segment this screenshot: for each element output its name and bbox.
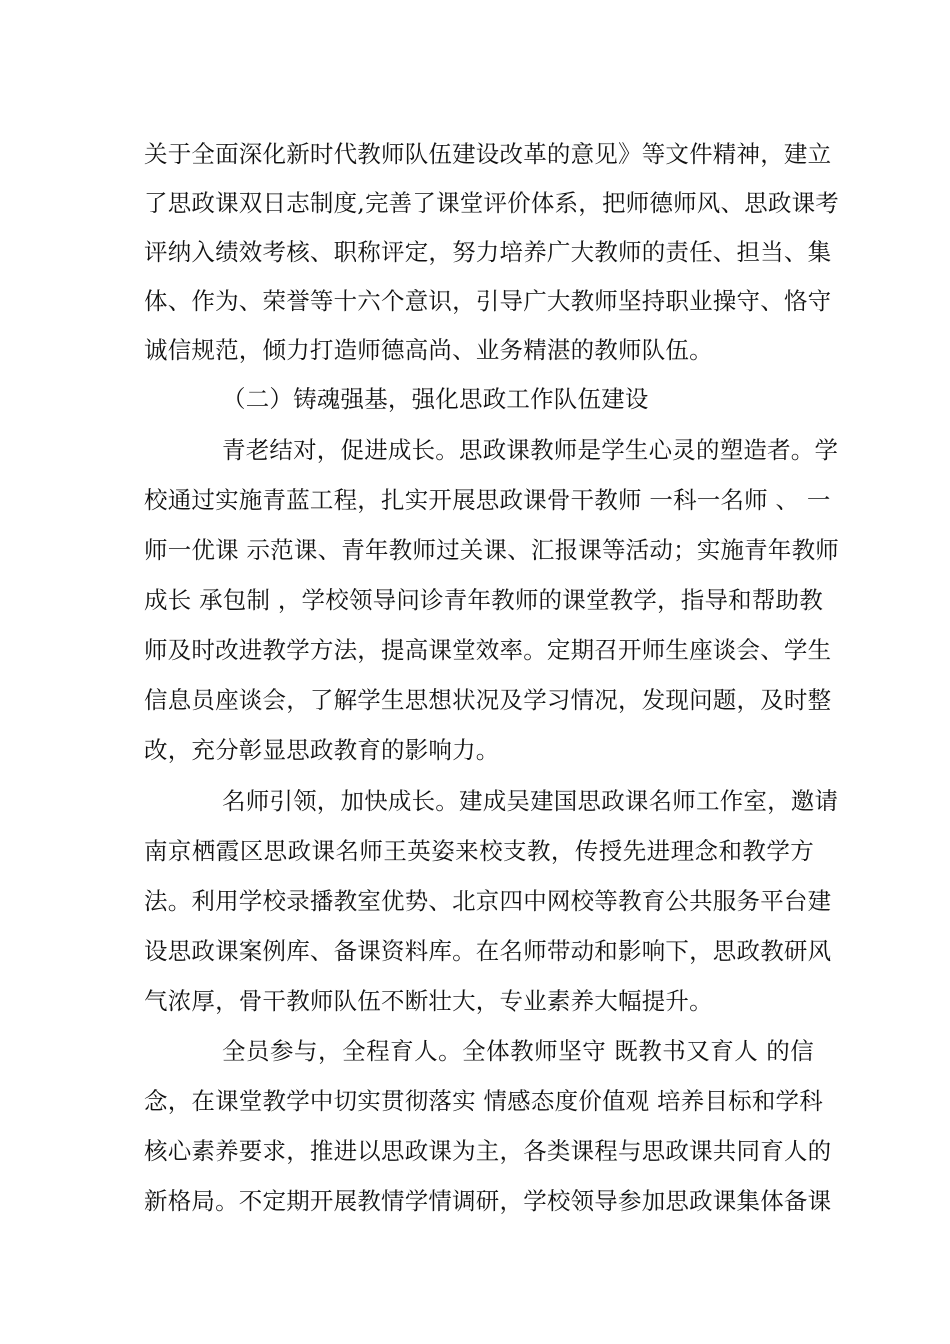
paragraph-4-line-4: 新格局。不定期开展教情学情调研，学校领导参加思政课集体备课 xyxy=(144,1187,832,1215)
paragraph-3-line-2: 南京栖霞区思政课名师王英姿来校支教，传授先进理念和教学方 xyxy=(144,837,814,865)
paragraph-4-line-3: 核心素养要求，推进以思政课为主，各类课程与思政课共同育人的 xyxy=(144,1137,832,1165)
paragraph-4-line-2: 念，在课堂教学中切实贯彻落实 情感态度价值观 培养目标和学科 xyxy=(144,1087,823,1115)
paragraph-4-line-1: 全员参与，全程育人。全体教师坚守 既教书又育人 的信 xyxy=(222,1037,814,1065)
paragraph-1-line-1: 关于全面深化新时代教师队伍建设改革的意见》等文件精神，建立 xyxy=(144,140,832,168)
section-heading: （二）铸魂强基，强化思政工作队伍建设 xyxy=(222,385,649,413)
paragraph-2-line-6: 信息员座谈会，了解学生思想状况及学习情况，发现问题，及时整 xyxy=(144,686,832,714)
paragraph-2-line-3: 师一优课 示范课、青年教师过关课、汇报课等活动；实施青年教师 xyxy=(144,536,839,564)
paragraph-1-line-2: 了思政课双日志制度,完善了课堂评价体系，把师德师风、思政课考 xyxy=(144,189,839,217)
paragraph-3-line-5: 气浓厚，骨干教师队伍不断壮大，专业素养大幅提升。 xyxy=(144,987,713,1015)
paragraph-3-line-3: 法。利用学校录播教室优势、北京四中网校等教育公共服务平台建 xyxy=(144,887,832,915)
paragraph-2-line-1: 青老结对，促进成长。思政课教师是学生心灵的塑造者。学 xyxy=(222,436,839,464)
paragraph-2-line-4: 成长 承包制 ，学校领导问诊青年教师的课堂教学，指导和帮助教 xyxy=(144,586,823,614)
paragraph-2-line-7: 改，充分彰显思政教育的影响力。 xyxy=(144,736,500,764)
paragraph-2-line-5: 师及时改进教学方法，提高课堂效率。定期召开师生座谈会、学生 xyxy=(144,636,832,664)
paragraph-3-line-4: 设思政课案例库、备课资料库。在名师带动和影响下，思政教研风 xyxy=(144,937,832,965)
paragraph-1-line-3: 评纳入绩效考核、职称评定，努力培养广大教师的责任、担当、集 xyxy=(144,238,832,266)
paragraph-2-line-2: 校通过实施青蓝工程，扎实开展思政课骨干教师 一科一名师 、 一 xyxy=(144,486,831,514)
paragraph-1-line-5: 诚信规范，倾力打造师德高尚、业务精湛的教师队伍。 xyxy=(144,336,713,364)
paragraph-3-line-1: 名师引领，加快成长。建成吴建国思政课名师工作室，邀请 xyxy=(222,787,839,815)
paragraph-1-line-4: 体、作为、荣誉等十六个意识，引导广大教师坚持职业操守、恪守 xyxy=(144,287,832,315)
